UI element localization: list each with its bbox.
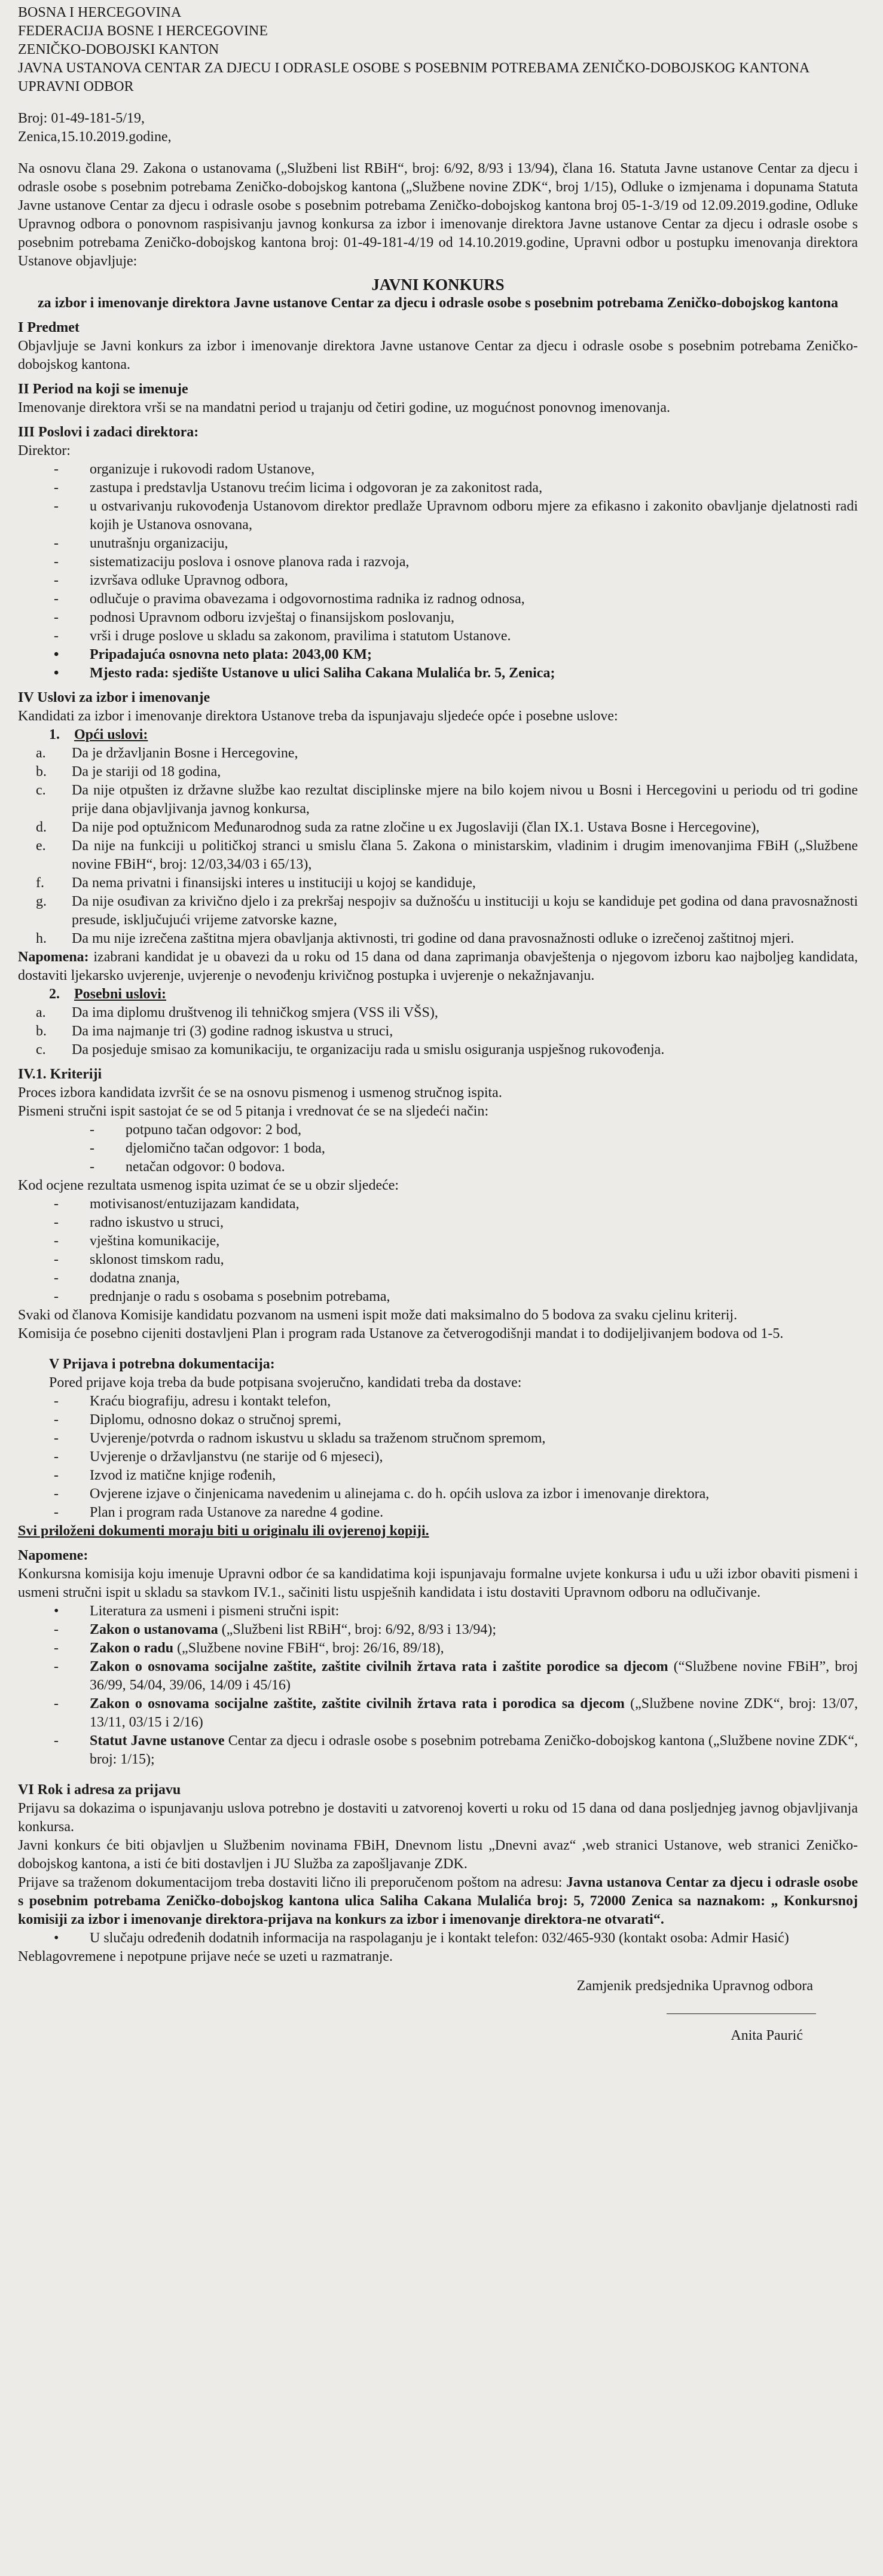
scoring-list — [18, 1121, 858, 1177]
section-heading: IV.1. Kriteriji — [18, 1067, 102, 1082]
list-item: - Zakon o radu („Službene novine FBiH“, broj: 26/16, 89/18), — [54, 1639, 858, 1658]
section-text: Javni konkurs će biti objavljen u Službenim novinama FBiH, Dnevnom listu „Dnevni avaz“ ,web stranici Ustanove, web stranici Zeničko-dobojskog kantona, a isti će biti dostavljen i JU Služba za zapošljavanje ZDK. — [18, 1838, 858, 1872]
list-item: - organizuje i rukovodi radom Ustanove, — [54, 460, 858, 479]
list-item: - Kraću biografiju, adresu i kontakt telefon, — [54, 1392, 858, 1411]
duties-list — [18, 460, 858, 646]
signature-name: Anita Paurić — [731, 2028, 803, 2043]
section-text: Objavljuje se Javni konkurs za izbor i imenovanje direktora Javne ustanove Centar za djecu i odrasle osobe s posebnim potrebama Zeničko-dobojskog kantona. — [18, 338, 858, 372]
section-heading: V Prijava i potrebna dokumentacija: — [49, 1356, 275, 1372]
list-item: - Zakon o ustanovama („Službeni list RBiH“, broj: 6/92, 8/93 i 13/94); — [54, 1621, 858, 1639]
note-paragraph: Napomena: izabrani kandidat je u obavezi da u roku od 15 dana od dana zaprimanja obavještenja o njegovom izboru kao najboljeg kandidata, dostaviti ljekarsko uvjerenje, uvjerenje o nevođenju krivičnog postupka i uvjerenje o nekažnjavanju. — [18, 949, 858, 983]
list-item: g. Da nije osuđivan za krivično djelo i za prekršaj nespojiv sa dužnošću u instituciji u koju se kandiduje pet godina od dana pravosnažnosti presude, isključujući vrijeme zatvorske kazne, — [36, 894, 858, 928]
section-text: Direktor: — [18, 443, 71, 459]
list-item: d. Da nije pod optužnicom Međunarodnog suda za ratne zločine u ex Jugoslaviji (član IX.1. Ustava Bosne i Hercegovine), — [36, 820, 760, 835]
section-text: Proces izbora kandidata izvršit će se na osnovu pismenog i usmenog stručnog ispita. — [18, 1085, 502, 1101]
header-line: ZENIČKO-DOBOJSKI KANTON — [18, 42, 219, 57]
list-item: - podnosi Upravnom odboru izvještaj o finansijskom poslovanju, — [54, 609, 858, 627]
section-heading: I Predmet — [18, 320, 80, 335]
list-item: • Pripadajuća osnovna neto plata: 2043,00 KM; — [54, 646, 858, 664]
closing-note: Neblagovremene i nepotpune prijave neće se uzeti u razmatranje. — [18, 1949, 393, 1964]
list-item: h. Da mu nije izrečena zaštitna mjera obavljanja aktivnosti, tri godine od dana pravosnažnosti odluke o izrečenoj zaštitnoj mjeri. — [36, 931, 795, 946]
list-item: • U slučaju određenih dodatnih informacija na raspolaganju je i kontakt telefon: 032/465-930 (kontakt osoba: Admir Hasić) — [54, 1929, 858, 1948]
list-item: - djelomično tačan odgovor: 1 boda, — [90, 1139, 858, 1158]
list-item: - radno iskustvo u struci, — [54, 1214, 858, 1232]
header-line: FEDERACIJA BOSNE I HERCEGOVINE — [18, 23, 268, 39]
list-item: c. Da nije otpušten iz državne službe kao rezultat disciplinske mjere na bilo kojem nivou u Bosni i Hercegovini u periodu od tri godine prije dana objavljivanja javnog konkursa, — [36, 783, 858, 817]
list-item: - Zakon o osnovama socijalne zaštite, zaštite civilnih žrtava rata i zaštite porodice sa djecom (“Službene novine FBiH”, broj 36/99, 54/04, 39/06, 14/09 i 45/16) — [54, 1658, 858, 1695]
notice-content — [18, 4, 858, 2045]
section-text: Svaki od članova Komisije kandidatu pozvanom na usmeni ispit može dati maksimalno do 5 bodova za svaku cjelinu kriterij. — [18, 1307, 738, 1323]
list-item: - potpuno tačan odgovor: 2 bod, — [90, 1121, 858, 1139]
section-text: Komisija će posebno cijeniti dostavljeni Plan i program rada Ustanove za četverogodišnji mandat i to dodijeljivanjem bodova od 1-5. — [18, 1326, 784, 1342]
list-item: - Plan i program rada Ustanove za naredne 4 godine. — [54, 1504, 858, 1522]
list-item: - odlučuje o pravima obavezama i odgovornostima radnika iz radnog odnosa, — [54, 590, 858, 609]
salary-location-list — [18, 646, 858, 683]
header-line: UPRAVNI ODBOR — [18, 79, 134, 94]
reference-number: Broj: 01-49-181-5/19, — [18, 111, 145, 126]
list-item: - izvršava odluke Upravnog odbora, — [54, 572, 858, 590]
list-item: - netačan odgovor: 0 bodova. — [90, 1158, 858, 1177]
list-item: a. Da je državljanin Bosne i Hercegovine, — [36, 745, 298, 761]
section-heading: Napomene: — [18, 1548, 88, 1563]
literature-list — [18, 1602, 858, 1769]
section-heading: III Poslovi i zadaci direktora: — [18, 424, 199, 440]
header-line: JAVNA USTANOVA CENTAR ZA DJECU I ODRASLE OSOBE S POSEBNIM POTREBAMA ZENIČKO-DOBOJSKOG KANTONA — [18, 60, 810, 76]
section-text: Konkursna komisija koju imenuje Upravni odbor će sa kandidatima koji ispunjavaju formalne uvjete konkursa i uđu u uži izbor obaviti pismeni i usmeni stručni ispit u skladu sa stavkom IV.1., sačiniti listu uspješnih kandidata i istu dostaviti Upravnom odboru na odlučivanje. — [18, 1566, 858, 1600]
section-text: Kandidati za izbor i imenovanje direktora Ustanove treba da ispunjavaju sljedeće opće i posebne uslove: — [18, 708, 618, 724]
list-item: • Literatura za usmeni i pismeni stručni ispit: — [54, 1602, 858, 1621]
date-line: Zenica,15.10.2019.godine, — [18, 129, 172, 145]
list-item: - Statut Javne ustanove Centar za djecu i odrasle osobe s posebnim potrebama Zeničko-dobojskog kantona („Službene novine ZDK“, broj: 1/15); — [54, 1732, 858, 1769]
subsection-label: Posebni uslovi: — [74, 986, 167, 1002]
list-item: - motivisanost/entuzijazam kandidata, — [54, 1195, 858, 1214]
special-conditions-list — [18, 1004, 858, 1059]
document-title: JAVNI KONKURS — [371, 276, 505, 294]
header-line: BOSNA I HERCEGOVINA — [18, 5, 182, 20]
list-item: - Zakon o osnovama socijalne zaštite, zaštite civilnih žrtava rata i porodica sa djecom („Službene novine ZDK“, broj: 13/07, 13/11, 03/15 i 2/16) — [54, 1695, 858, 1732]
contact-list — [18, 1929, 858, 1948]
subsection-heading: 2. Posebni uslovi: — [49, 986, 167, 1002]
document-subtitle: za izbor i imenovanje direktora Javne ustanove Centar za djecu i odrasle osobe s posebnim potrebama Zeničko-dobojskog kantona — [38, 295, 838, 311]
list-item: - dodatna znanja, — [54, 1269, 858, 1288]
list-item: - unutrašnju organizaciju, — [54, 534, 858, 553]
subsection-label: Opći uslovi: — [74, 727, 148, 742]
section-heading: VI Rok i adresa za prijavu — [18, 1782, 181, 1798]
list-item: - Diplomu, odnosno dokaz o stručnoj spremi, — [54, 1411, 858, 1429]
signature-title: Zamjenik predsjednika Upravnog odbora — [576, 1978, 813, 1994]
list-item: c. Da posjeduje smisao za komunikaciju, te organizaciju rada u smislu osiguranja uspješnog rukovođenja. — [36, 1042, 665, 1058]
header-block — [18, 4, 858, 96]
section-heading: IV Uslovi za izbor i imenovanje — [18, 690, 210, 705]
list-item: - zastupa i predstavlja Ustanovu trećim licima i odgovoran je za zakonitost rada, — [54, 479, 858, 497]
list-item: • Mjesto rada: sjedište Ustanove u ulici Saliha Cakana Mulalića br. 5, Zenica; — [54, 664, 858, 683]
list-item: - Uvjerenje/potvrda o radnom iskustvu u skladu sa traženom stručnom spremom, — [54, 1429, 858, 1448]
oral-criteria-list — [18, 1195, 858, 1306]
list-item: b. Da je stariji od 18 godina, — [36, 764, 221, 780]
list-item: - vrši i druge poslove u skladu sa zakonom, pravilima i statutom Ustanove. — [54, 627, 858, 646]
list-item: - u ostvarivanju rukovođenja Ustanovom direktor predlaže Upravnom odboru mjere za efikasno i zakonito obavljanje djelatnosti radi kojih je Ustanova osnovana, — [54, 497, 858, 534]
section-text: Prijavu sa dokazima o ispunjavanju uslova potrebno je dostaviti u zatvorenoj koverti u roku od 15 dana od dana posljednjeg javnog objavljivanja konkursa. — [18, 1801, 858, 1835]
subsection-heading: 1. Opći uslovi: — [49, 727, 148, 742]
list-item: - Uvjerenje o državljanstvu (ne starije od 6 mjeseci), — [54, 1448, 858, 1466]
list-item: e. Da nije na funkciji u političkoj stranci u smislu člana 5. Zakona o ministarskim, vladinim i drugim imenovanjima FBiH („Službene novine FBiH“, broj: 12/03,34/03 i 65/13), — [36, 838, 858, 872]
list-item: - vještina komunikacije, — [54, 1232, 858, 1251]
list-item: a. Da ima diplomu društvenog ili tehničkog smjera (VSS ili VŠS), — [36, 1005, 438, 1020]
list-item: - sklonost timskom radu, — [54, 1251, 858, 1269]
intro-paragraph: Na osnovu člana 29. Zakona o ustanovama („Službeni list RBiH“, broj: 6/92, 8/93 i 13/94), člana 16. Statuta Javne ustanove Centar za djecu i odrasle osobe s posebnim potrebama Zeničko-dobojskog kantona („Službene novine ZDK“, broj 1/15), Odluke o izmjenama i dopunama Statuta Javne ustanove Centar za djecu i odrasle osobe s posebnim potrebama Zeničko-dobojskog kantona broj 05-1-3/19 od 12.09.2019.godine, Odluke Upravnog odbora o ponovnom raspisivanju javnog konkursa za izbor i imenovanje direktora Javne ustanove Centar za djecu i odrasle osobe s posebnim potrebama Zeničko-dobojskog kantona broj: 01-49-181-4/19 od 14.10.2019.godine, Upravni odbor u postupku imenovanja direktora Ustanove objavljuje: — [18, 161, 858, 269]
documents-list — [18, 1392, 858, 1522]
list-item: - sistematizaciju poslova i osnove planova rada i razvoja, — [54, 553, 858, 572]
section-text: Prijave sa traženom dokumentacijom treba dostaviti lično ili preporučenom poštom na adresu: Javna ustanova Centar za djecu i odrasle osobe s posebnim potrebama Zeničko-dobojskog kantona ulica Saliha Cakana Mulalića broj: 5, 72000 Zenica sa naznakom: „ Konkursnoj komisiji za izbor i imenovanje direktora-prijava na konkurs za izbor i imenovanje direktora-ne otvarati“. — [18, 1875, 858, 1927]
section-text: Imenovanje direktora vrši se na mandatni period u trajanju od četiri godine, uz mogućnost ponovnog imenovanja. — [18, 400, 671, 415]
list-item: b. Da ima najmanje tri (3) godine radnog iskustva u struci, — [36, 1023, 393, 1039]
original-copies-note: Svi priloženi dokumenti moraju biti u originalu ili ovjerenoj kopiji. — [18, 1523, 429, 1539]
list-item: - Ovjerene izjave o činjenicama navedenim u alinejama c. do h. općih uslova za izbor i imenovanje direktora, — [54, 1485, 858, 1504]
section-text: Pored prijave koja treba da bude potpisana svojeručno, kandidati treba da dostave: — [49, 1375, 522, 1391]
signature-line — [667, 2013, 816, 2014]
section-text: Pismeni stručni ispit sastojat će se od 5 pitanja i vrednovat će se na sljedeći način: — [18, 1104, 489, 1119]
list-item: - Izvod iz matične knjige rođenih, — [54, 1466, 858, 1485]
list-item: - prednjanje o radu s osobama s posebnim potrebama, — [54, 1288, 858, 1306]
section-text: Kod ocjene rezultata usmenog ispita uzimat će se u obzir sljedeće: — [18, 1178, 399, 1193]
section-heading: II Period na koji se imenuje — [18, 381, 188, 397]
general-conditions-list — [18, 744, 858, 948]
list-item: f. Da nema privatni i finansijski interes u instituciji u kojoj se kandiduje, — [36, 875, 476, 891]
